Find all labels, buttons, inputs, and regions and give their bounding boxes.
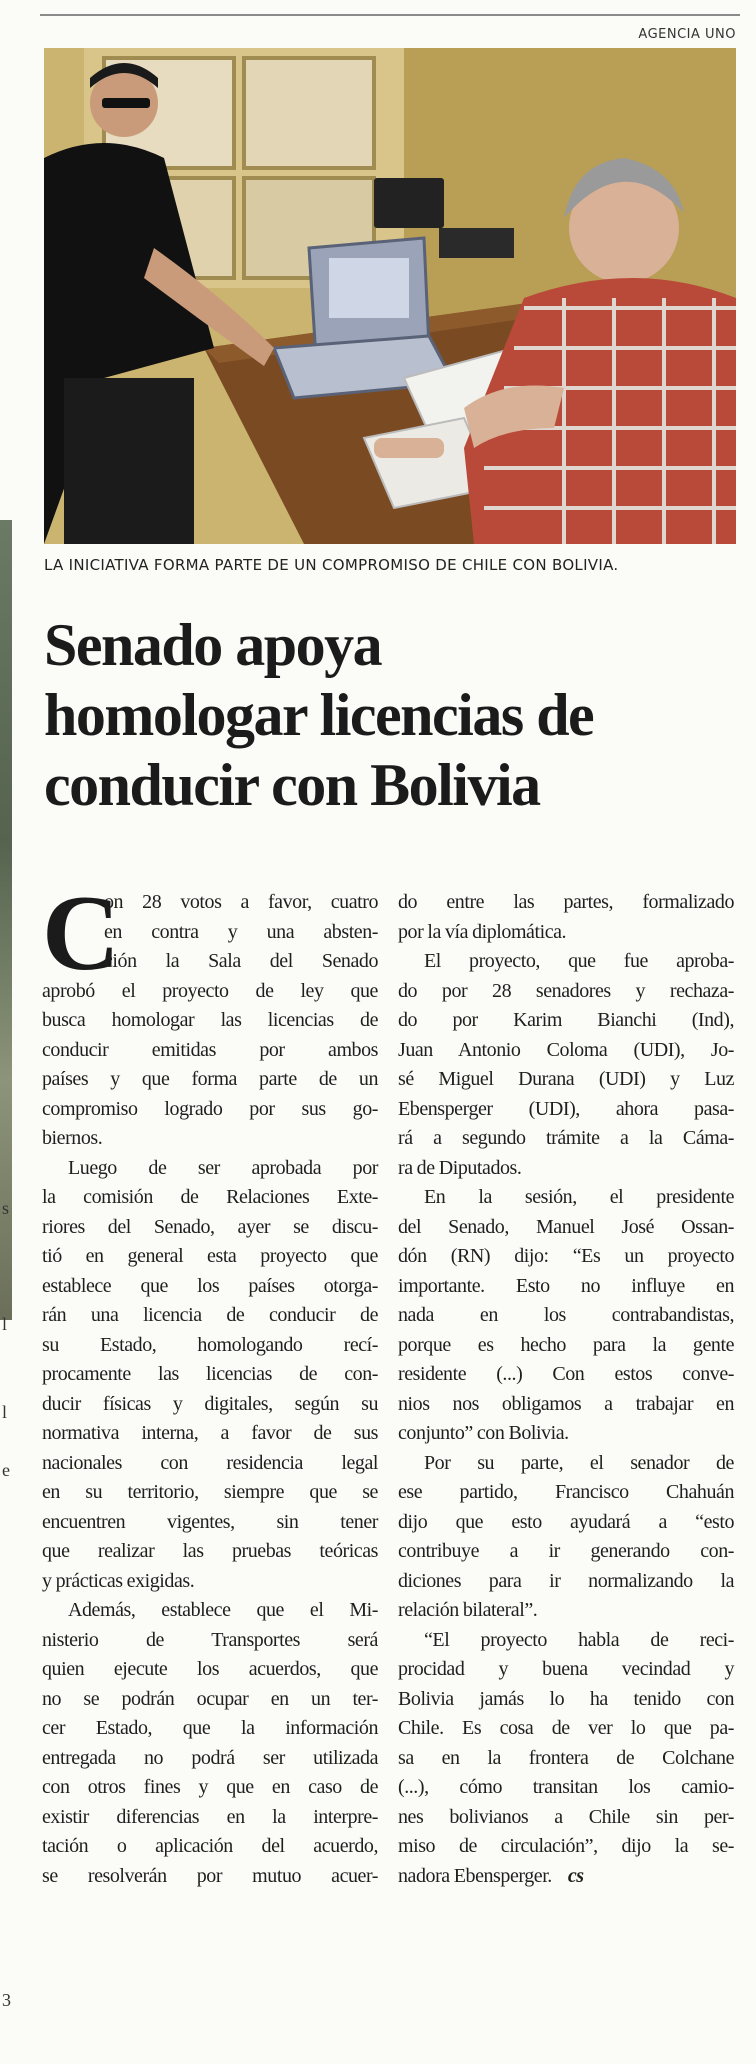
- article-line: nada en los contrabandistas,: [398, 1304, 734, 1326]
- article-line: y prácticas exigidas.: [42, 1569, 195, 1592]
- article-line: se resolverán por mutuo acuer-: [42, 1864, 378, 1887]
- article-line: contribuye a ir generando con-: [398, 1540, 734, 1562]
- article-line: [398, 1862, 734, 1892]
- article-line: procamente las licencias de con-: [42, 1363, 378, 1385]
- headline-line: Senado apoya: [44, 612, 382, 678]
- article-line: conducir emitidas por ambos: [42, 1038, 378, 1061]
- adjacent-column-fragment: l: [2, 1314, 8, 1334]
- article-line: Ebensperger (UDI), ahora pasa-: [398, 1097, 734, 1120]
- adjacent-column-fragment: s: [2, 1198, 10, 1218]
- drop-cap: C: [42, 874, 120, 993]
- article-line: existir diferencias en la interpre-: [42, 1805, 378, 1828]
- end-of-article-mark: cs: [567, 1864, 584, 1887]
- article-line: encuentren vigentes, sin tener: [42, 1510, 378, 1533]
- article-line: busca homologar las licencias de: [42, 1009, 378, 1031]
- article-line: riores del Senado, ayer se discu-: [42, 1215, 378, 1238]
- article-line: diciones para ir normalizando la: [398, 1569, 734, 1592]
- article-line: procidad y buena vecindad y: [398, 1658, 734, 1680]
- article-line: relación bilateral”.: [398, 1599, 538, 1621]
- article-line: no se podrán ocupar en un ter-: [42, 1687, 378, 1710]
- article-line: sa en la frontera de Colchane: [398, 1746, 734, 1769]
- article-line: Además, establece que el Mi-: [68, 1599, 378, 1621]
- article-line: tió en general esta proyecto que: [42, 1245, 378, 1267]
- article-line: El proyecto, que fue aproba-: [424, 950, 734, 972]
- adjacent-column-fragment: l: [2, 1402, 8, 1422]
- article-line: cer Estado, que la información: [42, 1717, 378, 1739]
- article-line: que realizar las pruebas teóricas: [42, 1540, 378, 1562]
- article-line: “El proyecto habla de reci-: [424, 1628, 734, 1651]
- article-line: por la vía diplomática.: [398, 920, 567, 943]
- article-line: tación o aplicación del acuerdo,: [42, 1835, 378, 1857]
- article-line: En la sesión, el presidente: [424, 1186, 734, 1208]
- article-line: conjunto” con Bolivia.: [398, 1422, 569, 1444]
- article-line: importante. Esto no influye en: [398, 1274, 734, 1297]
- article-line: miso de circulación”, dijo la se-: [398, 1835, 734, 1857]
- article-line: establece que los países otorga-: [42, 1274, 378, 1297]
- article-line: normativa interna, a favor de sus: [42, 1422, 378, 1444]
- article-line: ción la Sala del Senado: [104, 950, 378, 972]
- article-line: su Estado, homologando recí-: [42, 1333, 378, 1356]
- article-line: do por Karim Bianchi (Ind),: [398, 1009, 734, 1031]
- article-line: do por 28 senadores y rechaza-: [398, 979, 734, 1002]
- photo-caption: LA INICIATIVA FORMA PARTE DE UN COMPROMISO DE CHILE CON BOLIVIA.: [44, 556, 619, 574]
- article-line: nacionales con residencia legal: [42, 1451, 378, 1474]
- article-line: Chile. Es cosa de ver lo que pa-: [398, 1717, 734, 1739]
- article-line: nisterio de Transportes será: [42, 1628, 378, 1651]
- article-line: Por su parte, el senador de: [424, 1451, 734, 1474]
- article-line: dijo que esto ayudará a “esto: [398, 1510, 734, 1533]
- article-line: dón (RN) dijo: “Es un proyecto: [398, 1245, 734, 1267]
- article-line: aprobó el proyecto de ley que: [42, 979, 378, 1002]
- article-line: en contra y una absten-: [104, 920, 378, 943]
- article-line: porque es hecho para la gente: [398, 1333, 734, 1356]
- headline-line: conducir con Bolivia: [44, 752, 540, 818]
- article-line: ra de Diputados.: [398, 1156, 522, 1179]
- article-line: en su territorio, siempre que se: [42, 1481, 378, 1503]
- article-line: residente (...) Con estos conve-: [398, 1363, 734, 1385]
- article-photo: [44, 48, 736, 544]
- article-line: quien ejecute los acuerdos, que: [42, 1658, 378, 1680]
- article-line: compromiso logrado por sus go-: [42, 1097, 378, 1120]
- article-line: entregada no podrá ser utilizada: [42, 1746, 378, 1769]
- article-line: on 28 votos a favor, cuatro: [104, 891, 378, 913]
- article-line: Juan Antonio Coloma (UDI), Jo-: [398, 1038, 734, 1061]
- article-line: rán una licencia de conducir de: [42, 1304, 378, 1326]
- article-line: Bolivia jamás lo ha tenido con: [398, 1687, 734, 1710]
- article-line: del Senado, Manuel José Ossan-: [398, 1215, 734, 1238]
- photo-credit: AGENCIA UNO: [638, 27, 736, 42]
- article-line: la comisión de Relaciones Exte-: [42, 1186, 378, 1208]
- article-line-text: nadora Ebensperger.: [398, 1864, 552, 1887]
- article-line: países y que forma parte de un: [42, 1068, 378, 1090]
- article-line: biernos.: [42, 1127, 103, 1149]
- article-column-left: [42, 874, 378, 1891]
- article-line: (...), cómo transitan los camio-: [398, 1776, 734, 1798]
- article-line: Luego de ser aprobada por: [68, 1156, 378, 1179]
- top-rule: [40, 14, 740, 16]
- article-line: con otros fines y que en caso de: [42, 1776, 378, 1798]
- article-line: ese partido, Francisco Chahuán: [398, 1481, 734, 1503]
- article-column-right: [398, 888, 734, 1891]
- article-line: do entre las partes, formalizado: [398, 891, 734, 913]
- article-line: rá a segundo trámite a la Cáma-: [398, 1127, 734, 1149]
- adjacent-column-fragment: 3: [2, 1990, 11, 2010]
- article-line: nes bolivianos a Chile sin per-: [398, 1805, 734, 1828]
- headline: [44, 610, 734, 820]
- headline-line: homologar licencias de: [44, 682, 594, 748]
- article-line: nios nos obligamos a trabajar en: [398, 1392, 734, 1415]
- article-line: sé Miguel Durana (UDI) y Luz: [398, 1068, 734, 1090]
- adjacent-column-fragment: e: [2, 1460, 10, 1480]
- photo-illustration: [44, 48, 736, 544]
- article-line: ducir físicas y digitales, según su: [42, 1392, 378, 1415]
